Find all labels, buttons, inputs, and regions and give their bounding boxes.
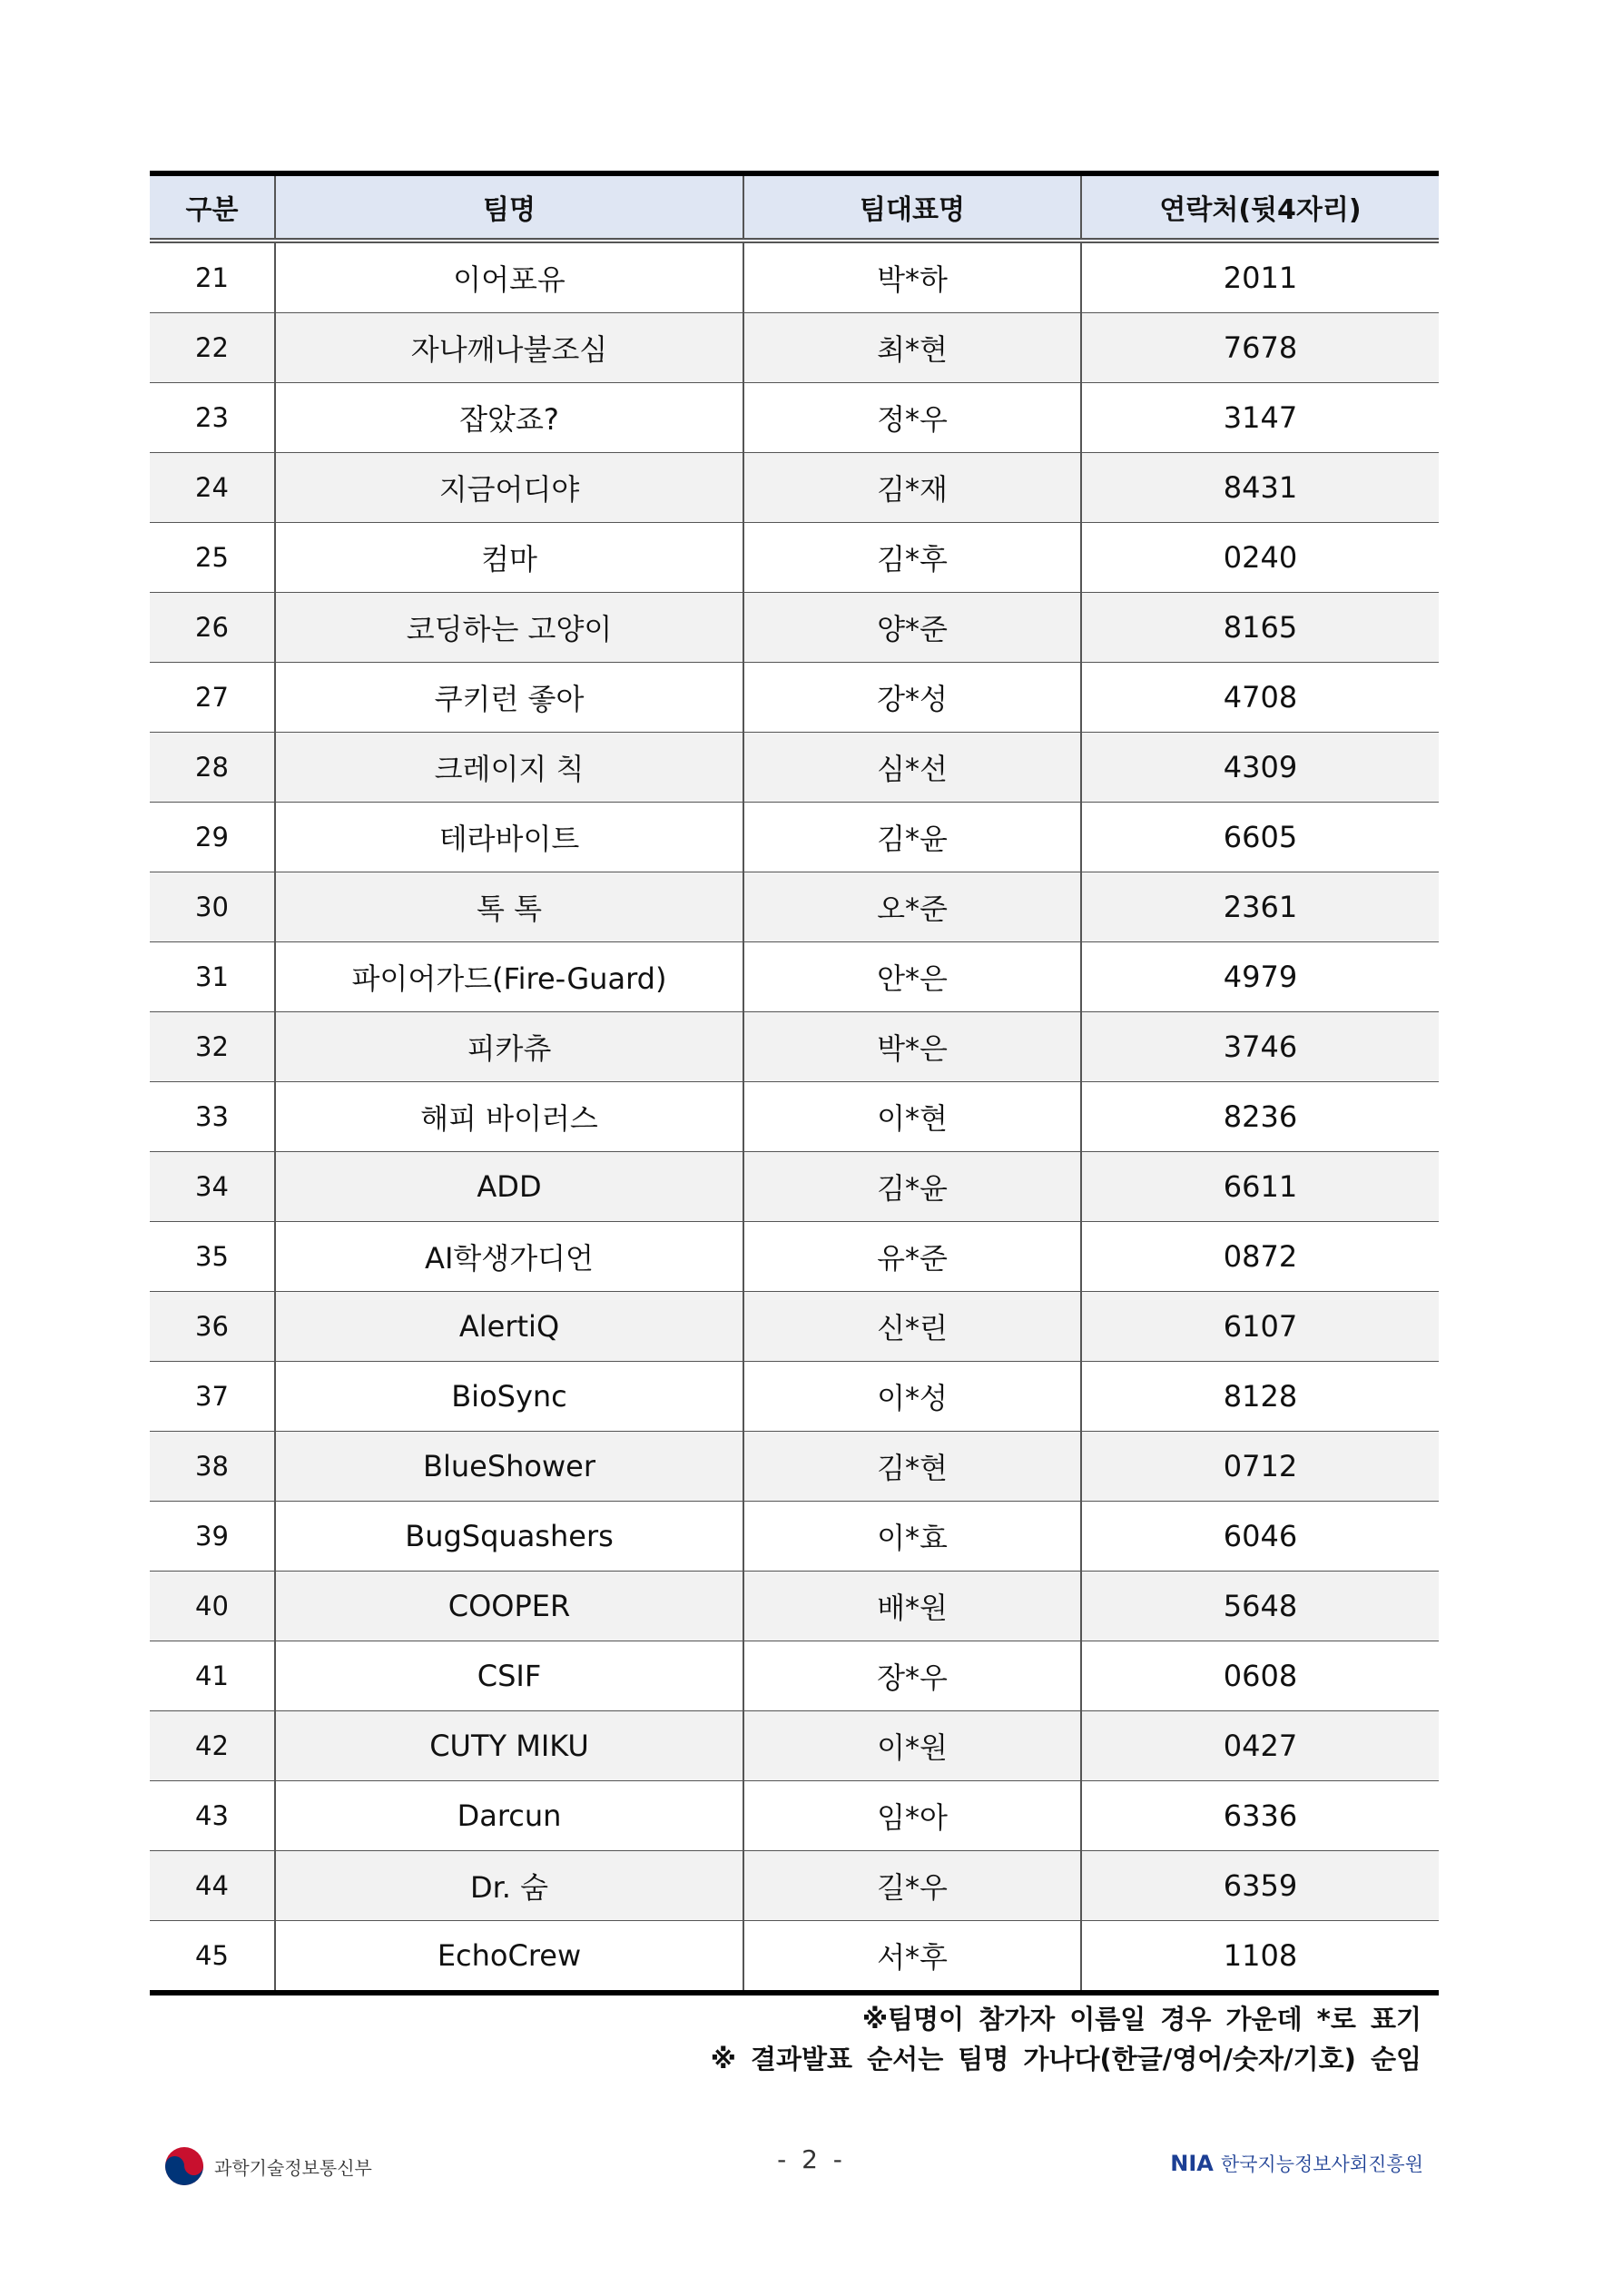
cell-team-name: AI학생가디언 [275,1222,743,1292]
cell-team-leader: 임*아 [743,1781,1081,1851]
cell-number: 38 [150,1432,275,1502]
cell-contact: 1108 [1081,1921,1439,1994]
agency-name: 한국지능정보사회진흥원 [1220,2153,1423,2175]
cell-contact: 0872 [1081,1222,1439,1292]
cell-team-name: ADD [275,1152,743,1222]
table-row [150,1502,1439,1572]
cell-contact: 8128 [1081,1362,1439,1432]
cell-contact: 0427 [1081,1711,1439,1781]
cell-team-leader: 이*성 [743,1362,1081,1432]
cell-number: 40 [150,1572,275,1641]
cell-team-name: CSIF [275,1641,743,1711]
table-row [150,1921,1439,1994]
table-row [150,593,1439,663]
header-number: 구분 [150,173,275,241]
cell-team-leader: 양*준 [743,593,1081,663]
table-row [150,872,1439,942]
cell-contact: 0240 [1081,523,1439,593]
cell-number: 26 [150,593,275,663]
cell-team-name: COOPER [275,1572,743,1641]
cell-number: 33 [150,1082,275,1152]
cell-team-leader: 이*원 [743,1711,1081,1781]
table-row [150,523,1439,593]
cell-number: 35 [150,1222,275,1292]
cell-team-name: 이어포유 [275,241,743,313]
nia-logo: NIA [1170,2151,1214,2176]
table-header-row [150,173,1439,241]
cell-number: 39 [150,1502,275,1572]
cell-number: 44 [150,1851,275,1921]
cell-team-name: 코딩하는 고양이 [275,593,743,663]
cell-team-name: 컴마 [275,523,743,593]
cell-team-leader: 김*후 [743,523,1081,593]
table-row [150,1572,1439,1641]
cell-team-leader: 박*하 [743,241,1081,313]
cell-team-name: 잡았죠? [275,383,743,453]
cell-number: 21 [195,262,229,293]
cell-number: 24 [150,453,275,523]
cell-team-name: Darcun [275,1781,743,1851]
cell-contact: 6359 [1081,1851,1439,1921]
cell-contact: 6107 [1081,1292,1439,1362]
cell-team-leader: 이*효 [743,1502,1081,1572]
cell-number: 22 [150,313,275,383]
table-row [150,1012,1439,1082]
cell-number: 31 [150,942,275,1012]
cell-contact: 4708 [1081,663,1439,733]
table-row [150,803,1439,872]
cell-team-leader: 장*우 [743,1641,1081,1711]
cell-team-leader: 김*윤 [743,1152,1081,1222]
cell-contact: 0712 [1081,1432,1439,1502]
table-row [150,1641,1439,1711]
cell-number: 23 [150,383,275,453]
cell-number: 37 [150,1362,275,1432]
table-row [150,733,1439,803]
table-row [150,1851,1439,1921]
cell-number: 43 [150,1781,275,1851]
cell-team-name: 크레이지 칙 [275,733,743,803]
cell-contact: 6605 [1081,803,1439,872]
page-number: - 2 - [777,2144,846,2174]
cell-contact: 4309 [1081,733,1439,803]
cell-number: 27 [150,663,275,733]
cell-team-name: BugSquashers [275,1502,743,1572]
cell-team-name: EchoCrew [275,1921,743,1994]
header-team-name: 팀명 [275,173,743,241]
table-row [150,1362,1439,1432]
cell-team-leader: 정*우 [743,383,1081,453]
cell-number: 29 [150,803,275,872]
cell-team-leader: 김*현 [743,1432,1081,1502]
ministry-name: 과학기술정보통신부 [214,2156,372,2179]
table-body [150,241,1439,1993]
cell-team-leader: 신*린 [743,1292,1081,1362]
table-row [150,383,1439,453]
cell-contact: 7678 [1081,313,1439,383]
cell-contact: 6046 [1081,1502,1439,1572]
header-team-leader: 팀대표명 [743,173,1081,241]
table-row [150,942,1439,1012]
notes [711,1999,1421,2079]
cell-contact: 8165 [1081,593,1439,663]
table-row [150,1082,1439,1152]
results-table-container [150,171,1439,1995]
cell-team-leader: 배*원 [743,1572,1081,1641]
cell-team-name: AlertiQ [275,1292,743,1362]
cell-contact: 3746 [1081,1012,1439,1082]
cell-contact: 0608 [1081,1641,1439,1711]
note-ordering: ※ 결과발표 순서는 팀명 가나다(한글/영어/숫자/기호) 순임 [710,2044,1421,2074]
cell-number: 25 [150,523,275,593]
note-masking: ※팀명이 참가자 이름일 경우 가운데 *로 표기 [861,2004,1421,2035]
cell-team-name: 톡 톡 [275,872,743,942]
cell-team-name: 자나깨나불조심 [275,313,743,383]
table-row [150,1222,1439,1292]
cell-team-leader: 최*현 [743,313,1081,383]
cell-contact: 8431 [1081,453,1439,523]
cell-number: 42 [150,1711,275,1781]
cell-team-leader: 강*성 [743,663,1081,733]
cell-contact: 3147 [1081,383,1439,453]
cell-contact: 6611 [1081,1152,1439,1222]
table-row [150,1432,1439,1502]
cell-contact: 2011 [1081,241,1439,313]
cell-team-leader: 박*은 [743,1012,1081,1082]
cell-team-leader: 길*우 [743,1851,1081,1921]
table-row [150,663,1439,733]
cell-team-leader: 유*준 [743,1222,1081,1292]
cell-contact: 5648 [1081,1572,1439,1641]
cell-contact: 6336 [1081,1781,1439,1851]
table-row [150,241,1439,313]
table-row [150,1152,1439,1222]
cell-number: 32 [150,1012,275,1082]
cell-team-leader: 심*선 [743,733,1081,803]
cell-number: 45 [150,1921,275,1994]
cell-number: 28 [150,733,275,803]
cell-team-name: 파이어가드(Fire-Guard) [275,942,743,1012]
cell-contact: 2361 [1081,872,1439,942]
results-table [150,171,1439,1995]
cell-number: 36 [150,1292,275,1362]
cell-contact: 8236 [1081,1082,1439,1152]
cell-number: 34 [150,1152,275,1222]
cell-team-leader: 김*재 [743,453,1081,523]
table-row [150,453,1439,523]
cell-team-leader: 이*현 [743,1082,1081,1152]
cell-team-name: 테라바이트 [275,803,743,872]
cell-number: 30 [150,872,275,942]
cell-team-name: Dr. 숨 [275,1851,743,1921]
cell-team-name: 해피 바이러스 [275,1082,743,1152]
header-contact: 연락처(뒷4자리) [1081,173,1439,241]
table-row [150,1781,1439,1851]
cell-team-name: 피카츄 [275,1012,743,1082]
footer-agency [1170,2150,1423,2177]
cell-number: 41 [150,1641,275,1711]
table-row [150,1292,1439,1362]
table-row [150,1711,1439,1781]
table-row [150,313,1439,383]
cell-team-name: CUTY MIKU [275,1711,743,1781]
cell-team-name: 지금어디야 [275,453,743,523]
cell-team-name: BlueShower [275,1432,743,1502]
cell-team-leader: 김*윤 [743,803,1081,872]
cell-contact: 4979 [1081,942,1439,1012]
cell-team-leader: 안*은 [743,942,1081,1012]
cell-team-name: 쿠키런 좋아 [275,663,743,733]
cell-team-leader: 오*준 [743,872,1081,942]
cell-team-leader: 서*후 [743,1921,1081,1994]
cell-team-name: BioSync [275,1362,743,1432]
